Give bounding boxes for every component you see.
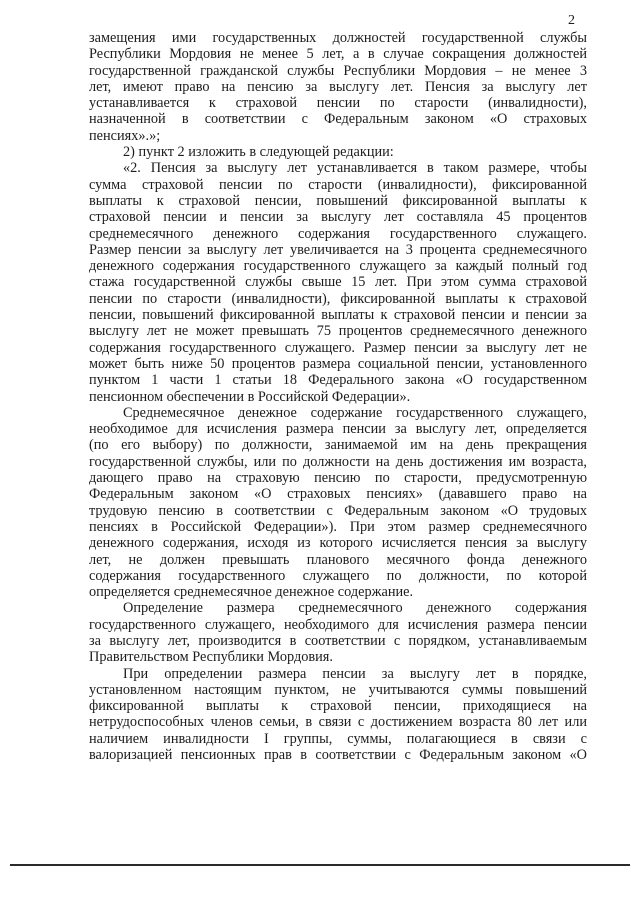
text-line: установленном настоящим пунктом, не учитываются суммы повышений <box>89 681 587 698</box>
text-line: государственного служащего, необходимого для исчисления размера пенсии <box>89 616 587 633</box>
text-line: государственной службы, или по должности на день достижения им возраста, <box>89 453 587 470</box>
text-line: пенсиях в Российской Федерации»). При этом размер среднемесячного <box>89 518 587 535</box>
text-line: Определение размера среднемесячного денежного содержания <box>123 600 587 617</box>
paragraph-pension-amount <box>89 160 587 404</box>
text-line: 2) пункт 2 изложить в следующей редакции: <box>123 144 394 161</box>
paragraph-determination <box>89 600 587 665</box>
text-line: трудовую пенсию в соответствии с Федеральным законом «О трудовых <box>89 502 587 519</box>
text-line: Правительством Республики Мордовия. <box>89 649 333 666</box>
text-line: нетрудоспособных членов семьи, в связи с достижением возраста 80 лет или <box>89 714 587 731</box>
text-line: Федеральным законом «О страховых пенсиях» (дававшего право на <box>89 486 587 503</box>
paragraph-continuation <box>89 30 587 144</box>
text-line: назначенной в соответствии с Федеральным законом «О страховых <box>89 111 587 128</box>
text-line: лет, имеют право на пенсию за выслугу лет. Пенсия за выслугу лет <box>89 78 587 95</box>
text-line: пенсии, повышений фиксированной выплаты к страховой пенсии и пенсии за <box>89 307 587 324</box>
paragraph-average-salary <box>89 405 587 601</box>
text-line: пенсиях».»; <box>89 127 161 144</box>
page-bottom-rule <box>10 864 630 866</box>
text-line: наличием инвалидности I группы, суммы, полагающиеся в связи с <box>89 730 587 747</box>
text-line: валоризацией пенсионных прав в соответствии с Федеральным законом «О <box>89 747 587 764</box>
text-line: за выслугу лет, производится в соответствии с порядком, устанавливаемым <box>89 632 587 649</box>
text-line: замещения ими государственных должностей государственной службы <box>89 30 587 46</box>
text-line: денежного содержания государственного служащего за каждый полный год <box>89 258 587 275</box>
text-line: пенсионном обеспечении в Российской Федерации». <box>89 388 411 405</box>
text-line: устанавливается к страховой пенсии по старости (инвалидности), <box>89 95 587 112</box>
text-line: страховой пенсии и пенсии за выслугу лет составляла 45 процентов <box>89 209 587 226</box>
text-line: фиксированной выплаты к страховой пенсии, приходящиеся на <box>89 698 587 715</box>
text-line: выслугу лет не может превышать 75 процентов среднемесячного денежного <box>89 323 587 340</box>
text-line: пенсии по старости (инвалидности), фиксированной выплаты к страховой <box>89 290 587 307</box>
text-line: Среднемесячное денежное содержание государственного служащего, <box>123 404 587 421</box>
page-number: 2 <box>568 13 575 28</box>
text-line: (по его выбору) по должности, занимаемой им на день прекращения <box>89 437 587 454</box>
text-line: содержания государственного служащего по должности, по которой <box>89 567 587 584</box>
text-line: Республики Мордовия не менее 5 лет, а в случае сокращения должностей <box>89 46 587 63</box>
text-line: государственной гражданской службы Республики Мордовия – не менее 3 <box>89 62 587 79</box>
text-line: Размер пенсии за выслугу лет увеличивается на 3 процента среднемесячного <box>89 241 587 258</box>
text-line: При определении размера пенсии за выслугу лет в порядке, <box>123 665 587 682</box>
text-line: среднемесячного денежного содержания государственного служащего. <box>89 225 587 242</box>
text-line: лет, не должен превышать планового месячного фонда денежного <box>89 551 587 568</box>
text-line: необходимое для исчисления размера пенсии за выслугу лет, определяется <box>89 421 587 438</box>
text-line: выплаты к страховой пенсии, повышений фиксированной выплаты к <box>89 192 587 209</box>
text-line: дающего право на страховую пенсию по старости, предусмотренную <box>89 470 587 487</box>
text-line: может быть ниже 50 процентов размера социальной пенсии, установленного <box>89 355 587 372</box>
text-line: «2. Пенсия за выслугу лет устанавливается в таком размере, чтобы <box>123 160 587 177</box>
text-line: денежного содержания, исходя из которого исчисляется пенсия за выслугу <box>89 535 587 552</box>
text-line: стажа государственной службы свыше 15 лет. При этом сумма страховой <box>89 274 587 291</box>
paragraph-exclusions <box>89 666 587 764</box>
text-line: определяется среднемесячное денежное содержание. <box>89 584 414 601</box>
text-line: содержания государственного служащего. Размер пенсии за выслугу лет не <box>89 339 587 356</box>
text-line: пунктом 1 части 1 статьи 18 Федерального закона «О государственном <box>89 372 587 389</box>
item-2-heading <box>89 144 587 160</box>
text-line: сумма страховой пенсии по старости (инвалидности), фиксированной <box>89 176 587 193</box>
document-body <box>89 30 587 763</box>
